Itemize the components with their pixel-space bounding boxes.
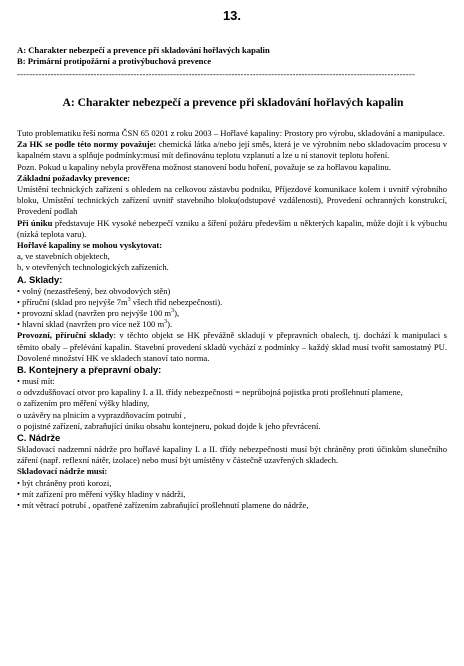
storage-item-text: • hlavní sklad (navržen pro více než 100 m [17,319,165,330]
occurrence-item-b: b, v otevřených technologických zařízeních. [17,262,169,273]
header-line-b: B: Primární protipožární a protivýbuchová prevence [17,56,212,67]
basic-requirements-heading: Základní požadavky prevence: [17,172,131,183]
storage-item [17,319,447,330]
storage-heading: A. Sklady: [17,273,63,285]
document-header [17,45,449,68]
superscript: 3 [127,296,131,303]
storage-item: • volný (nezastřešený, bez obvodových stěn) [17,285,171,296]
container-requirement: o pojistné zařízení, zabraňující úniku obsahu kontejneru, pokud dojde k jeho převrácení. [17,420,321,431]
occurrence-item-a: a, ve stavebních objektech, [17,251,110,262]
storage-item-text: ), [174,308,180,319]
leak-paragraph [17,218,447,240]
container-requirement: o odvzdušňovací otvor pro kapaliny I. a II. třídy nebezpečnosti = neprůbojná pojistka proti prošlehnutí plamene, [17,387,403,398]
section-title: A: Charakter nebezpečí a prevence při skladování hořlavých kapalin [62,96,404,109]
hk-definition-paragraph [17,139,447,161]
hk-definition-lead: Za HK se podle této normy považuje: [17,139,157,150]
storage-tank-requirement: • být chráněny proti korozi, [17,477,112,488]
container-requirement: o zařízením pro měření výšky hladiny, [17,398,150,409]
containers-must-have: • musí mít: [17,376,55,387]
operational-storage-lead: Provozní, příruční sklady [17,330,114,341]
hk-definition-text: chemická látka a/nebo její směs, která je ve výrobním nebo skladovacím procesu v kapalném stavu a splňuje podmínky:musí mít definovánu teplotu vzplanutí a lze u ní stanovit teplotu hoření. [17,139,447,161]
superscript: 3 [164,319,168,326]
header-line-a: A: Charakter nebezpečí a prevence při skladování hořlavých kapalin [17,45,270,55]
storage-item-text: • příruční (sklad pro nejvýše 7m [17,296,128,307]
leak-lead: Při úniku [17,217,53,228]
basic-requirements-text: Umístění technických zařízení s ohledem na celkovou zástavbu podniku, Příjezdové komunikace kolem i uvnitř výrobního bloku, Umístění technických zařízení uvnitř stavebního bloku(odstupové vzdálenosti), Provedení ochranných konstrukcí, Provedení podlah [17,184,447,217]
leak-text: představuje HK vysoké nebezpečí vzniku a šíření požáru především u některých kapalin, může dojít i k výbuchu (nízká teplota varu). [17,217,447,239]
tanks-paragraph: Skladovací nadzemní nádrže pro hořlavé kapaliny I. a II. třídy nebezpečnosti musí být chráněny proti účinkům slunečního záření (např. reflexní nátěr, izolace) nebo musí být umístěny v částečně uzavřených skladech. [17,444,447,466]
dashed-divider: ---------------------------------------------------------------------------------------------------------------------------------- [17,69,416,79]
container-requirement: o uzávěry na plnicím a vyprazdňovacím potrubí , [17,409,186,420]
note-paragraph: Pozn. Pokud u kapaliny nebyla prověřena možnost stanovení bodu hoření, považuje se za hořlavou kapalinu. [17,161,391,172]
page-number: 13. [222,8,242,23]
occurrence-heading: Hořlavé kapaliny se mohou vyskytovat: [17,240,163,251]
superscript: 3 [171,308,175,315]
tanks-heading: C. Nádrže [17,432,61,444]
storage-item [17,308,447,319]
intro-paragraph: Tuto problematiku řeší norma ČSN 65 0201 z roku 2003 – Hořlavé kapaliny: Prostory pro výrobu, skladování a manipulace. [17,128,445,138]
operational-storage-paragraph [17,330,447,364]
storage-tank-requirement: • mít zařízení pro měření výšky hladiny v nádrži, [17,488,186,499]
storage-item-text: • provozní sklad (navržen pro nejvýše 100 m [17,308,172,319]
document-body [17,128,447,511]
storage-item-text: všech tříd nebezpečnosti). [130,296,223,307]
operational-storage-text: : v těchto objekt se HK převážně skladují v přepravních obalech, tj. dochází k manipulaci s těmito obaly – přelévání kapalin. Stavební provedení skladů vychází z podmínky – každý sklad musí tvořit samostatný PU. Dovolené množství HK ve skladech stanoví tato norma. [17,330,447,363]
storage-item-text: ). [167,319,173,330]
storage-tanks-heading: Skladovací nádrže musí: [17,466,108,477]
storage-item [17,297,447,308]
containers-heading: B. Kontejnery a přepravní obaly: [17,364,162,376]
storage-tank-requirement: • mít větrací potrubí , opatřené zařízením zabraňující prošlehnutí plamene do nádrže, [17,500,309,511]
